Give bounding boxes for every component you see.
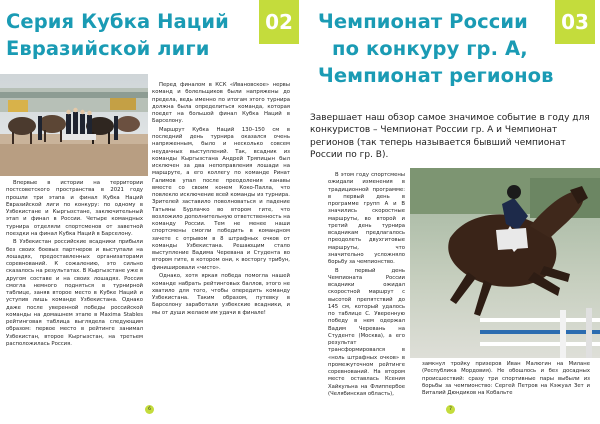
right-column-1 <box>328 172 405 400</box>
section-number-badge: 03 <box>555 0 595 44</box>
lead-paragraph: Завершает наш обзор самое значимое событие в году для конкуристов – Чемпионат России гр. А и Чемпионат регионов (так теперь называется бывший чемпионат России по гр. В). <box>310 113 590 161</box>
left-headline <box>6 8 256 62</box>
left-headline-line-2: Евразийской лиги <box>6 37 210 60</box>
paragraph: Впервые в истории на территории постсоветского пространства в 2021 году прошли три этапа и финал Кубка Наций Евразийской лиги по конкуру: по одному в Узбекистане и Кыргызстане, заключительный этап и финал в России. Четыре командных турнира отделяли спортсменов от заветной поездки на финал Кубка Наций в Барселону. <box>6 180 143 237</box>
paragraph: Маршрут Кубка Наций 130–150 см в последний день турнира оказался очень напряженным, было и несколько совсем неудачных выступлений. Так, всадник из команды Кыргызстана Андрей Тряпицын был исключен за два непоправления лошади на маршруте, а его коллегу по команде Ринат Галимов упал после преодоления канавы вместе со своим конем Коко-Палла, что повлекло исключение всей команды из турнира. Зрителей заставило поволноваться и падение Татьяны Бурлачко во втором гите, что возложило дополнительную ответственность на команду России. Тем не менее наши спортсмены смогли победить в командном зачете с отрывом в 8 штрафных очков от команды Узбекистана. Решающим стало выступление Вадима Черевана и Студента во втором гите, в котором они, к восторгу трибун, финишировали «чисто». <box>152 126 290 271</box>
page-number: 6 <box>145 405 154 414</box>
paragraph: В первый день Чемпионата России всадники ожидал скоростной маршрут с высотой препятствий до 145 см, который удалось по таблице С. Уверенную победу в нем одержал Вадим Черевань на Студенте (Москва), а его результат трансформировался в «ноль штрафных очков» в промежуточном рейтинге соревнований. На втором месте оставлась Ксения Хайкульна на Флиппербое (Челябинская область), <box>328 267 405 397</box>
section-number-badge: 02 <box>259 0 299 44</box>
left-column-2 <box>152 82 290 318</box>
paragraph: В Узбекистан российские всадники прибыли без своих боевых партнеров и выступали на лошадях, предоставленных организаторами соревнований. К сожалению, это сильно сказалось на результатах. В Кыргызстане уже в другом составе и на своих лошадях. Россия смогла немного подняться в турнирной таблице, заняв второе место в Кубке Наций и уступив лишь команде Узбекистана. Однако даже после уверенной победы российской команды на домашнем этапе в Maxima Stables рейтинговая таблица выглядела следующим образом: первое место в рейтинге занимал Узбекистан, второе Кыргызстан, на третьем расположилась Россия. <box>6 239 143 347</box>
right-headline-line-1: Чемпионат России <box>318 10 528 33</box>
right-column-2 <box>422 361 590 399</box>
show-jumping-photo <box>410 168 600 358</box>
paragraph: Перед финалом в КСК «Ивановское» нервы команд и болельщиков были напряжены до предела, ведь именно по итогам этого турнира должна была определиться команда, которая поедет на большой финал Кубка Наций в Барселону. <box>152 82 290 125</box>
paragraph: Однако, хотя яркая победа помогла нашей команде набрать рейтинговых баллов, этого не хватило для того, чтобы опередить команду Узбекистана. Таким образом, путевку в Барселону заработали узбекские всадники, и мы от души желаем им удачи в финале! <box>152 273 290 316</box>
right-headline-line-2: по конкуру гр. А, <box>332 37 528 60</box>
right-headline-line-3: Чемпионат регионов <box>318 64 554 87</box>
right-page <box>300 0 600 424</box>
page-number: 7 <box>446 405 455 414</box>
left-headline-line-1: Серия Кубка Наций <box>6 10 229 33</box>
right-headline <box>318 8 558 89</box>
award-ceremony-photo <box>0 74 148 176</box>
paragraph: замкнул тройку призеров Иван Малюгин на Милане (Республика Мордовия). Не обошлось и без досадных происшествий: сразу три спортивные пары выбыли из борьбы за чемпионство: Сергей Петров на Кэжуал Зет и Виталий Дюндиков на Кобальте <box>422 361 590 396</box>
left-column-1 <box>6 180 143 350</box>
paragraph: В этом году спортсмены ожидали изменения в традиционной программе: в первый день в программе групп А и В значились скоростные маршруты, во второй и третий день турнира всадникам предлагалось преодолеть двухгитовые маршруты, что значительно усложняло борьбу за чемпионство. <box>328 172 405 265</box>
